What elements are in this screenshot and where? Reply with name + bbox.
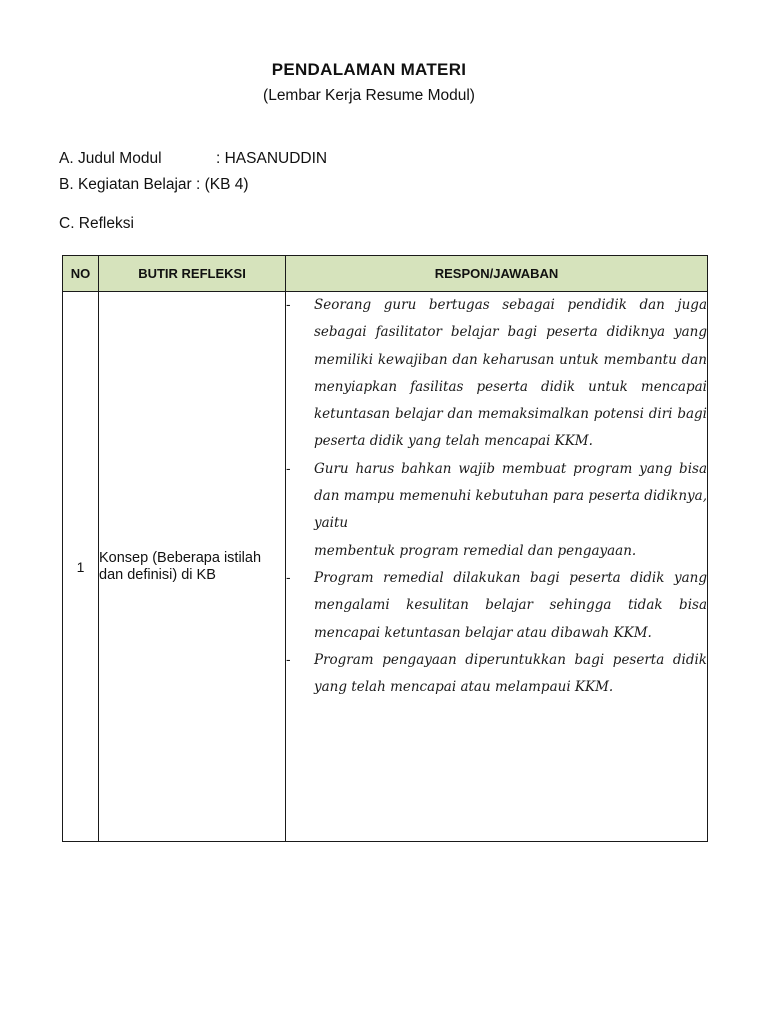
response-text: Guru harus bahkan wajib membuat program yang bisa dan mampu memenuhi kebutuhan para peserta didiknya, yaitu	[314, 460, 707, 532]
table-header-row	[63, 256, 708, 292]
bullet-dash: -	[286, 460, 291, 477]
bullet-dash: -	[286, 569, 291, 586]
document-title: PENDALAMAN MATERI	[271, 60, 467, 79]
row-number: 1	[63, 292, 99, 842]
table-row	[63, 292, 708, 842]
response-item	[286, 292, 707, 456]
response-item	[286, 647, 707, 702]
respon-cell	[286, 292, 708, 842]
response-continuation: membentuk program remedial dan pengayaan.	[314, 542, 637, 559]
response-text: Seorang guru bertugas sebagai pendidik dan juga sebagai fasilitator belajar bagi peserta didiknya yang memiliki kewajiban dan keharusan untuk membantu dan menyiapkan fasilitas peserta didik untuk mencapai ketuntasan belajar dan memaksimalkan potensi diri bagi peserta didik yang telah mencapai KKM.	[314, 297, 707, 450]
response-text: Program pengayaan diperuntukkan bagi peserta didik yang telah mencapai atau melampaui KKM.	[314, 651, 707, 696]
judul-modul-label: A. Judul Modul	[59, 150, 162, 167]
header-butir-refleksi: BUTIR REFLEKSI	[99, 256, 286, 292]
response-item	[286, 565, 707, 647]
document-subtitle: (Lembar Kerja Resume Modul)	[263, 87, 475, 104]
header-respon-jawaban: RESPON/JAWABAN	[286, 256, 708, 292]
kegiatan-belajar-value: : (KB 4)	[191, 176, 249, 193]
response-text: Program remedial dilakukan bagi peserta didik yang mengalami kesulitan belajar sehingga tidak bisa mencapai ketuntasan belajar atau dibawah KKM.	[314, 569, 707, 641]
response-item	[286, 456, 707, 538]
header-no: NO	[63, 256, 99, 292]
kegiatan-belajar-row	[59, 176, 249, 194]
refleksi-heading: C. Refleksi	[59, 215, 134, 232]
judul-modul-row	[59, 150, 327, 168]
butir-refleksi-cell: Konsep (Beberapa istilah dan definisi) di KB	[99, 292, 286, 842]
bullet-dash: -	[286, 297, 291, 313]
judul-modul-value: : HASANUDDIN	[216, 150, 328, 167]
bullet-dash: -	[286, 651, 291, 668]
kegiatan-belajar-label: B. Kegiatan Belajar	[59, 176, 192, 193]
reflection-table	[62, 255, 708, 842]
